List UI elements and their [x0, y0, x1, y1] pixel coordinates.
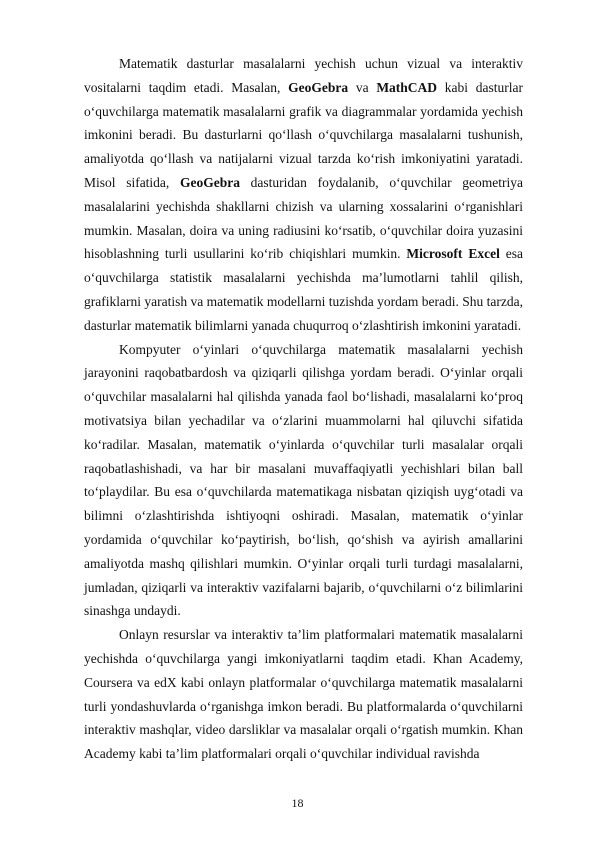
- text-run: Onlayn resurslar va interaktiv ta’lim platformalari matematik masalalarni yechishda o‘quvchilarga yangi imkoniyatlarni taqdim etadi. Khan Academy, Coursera va edX kabi onlayn platformalar o‘quvchilarga matematik masalalarni turli yondashuvlarda o‘rganishga imkon beradi. Bu platformalarda o‘quvchilarni interaktiv mashqlar, video darsliklar va masalalar orqali o‘rgatish mumkin. Khan Academy kabi ta’lim platformalari orqali o‘quvchilar individual ravishda: [84, 627, 523, 762]
- text-run: kabi dasturlar o‘quvchilarga matematik masalalarni grafik va diagrammalar yordamida yechish imkonini beradi. Bu dasturlarni qo‘llash o‘quvchilarga masalalarni tushunish, amaliyotda qo‘llash va natijalarni vizual tarzda ko‘rish imkoniyatini yaratadi. Misol sifatida,: [84, 79, 523, 190]
- text-run: Matematik dasturlar masalalarni yechish uchun vizual va interaktiv vositalarni taqdim etadi. Masalan,: [84, 56, 523, 95]
- term-mathcad: MathCAD: [376, 79, 438, 95]
- page-number: 18: [291, 796, 304, 810]
- paragraph-online-resources: [84, 623, 523, 766]
- term-geogebra: GeoGebra: [288, 79, 349, 95]
- text-run: Kompyuter o‘yinlari o‘quvchilarga matematik masalalarni yechish jarayonini raqobatbardosh va qiziqarli qilishga yordam beradi. O‘yinlar orqali o‘quvchilar masalalarni hal qilishda yanada faol bo‘lishadi, masalalarni ko‘proq motivatsiya bilan yechadilar va o‘zlarini muammolarni hal qiluvchi sifatida ko‘radilar. Masalan, matematik o‘yinlarda o‘quvchilar turli masalalar orqali raqobatlashishadi, va har bir masalani muvaffaqiyatli yechishlari bilan ball to‘playdilar. Bu esa o‘quvchilarda matematikaga nisbatan qiziqish uyg‘otadi va bilimni o‘zlashtirishda ishtiyoqni oshiradi. Masalan, matematik o‘yinlar yordamida o‘quvchilar ko‘paytirish, bo‘lish, qo‘shish va ayirish amallarini amaliyotda mashq qilishlari mumkin. O‘yinlar orqali turli turdagi masalalarni, jumladan, qiziqarli va interaktiv vazifalarni bajarib, o‘quvchilarni o‘z bilimlarini sinashga undaydi.: [84, 341, 523, 619]
- term-microsoft-excel: Microsoft Excel: [406, 246, 500, 262]
- paragraph-software-tools: [84, 52, 523, 338]
- term-geogebra: GeoGebra: [179, 174, 240, 190]
- body-text: [84, 52, 523, 766]
- text-run: dasturidan foydalanib, o‘quvchilar geometriya masalalarini yechishda shakllarni chizish va ularning xossalarini o‘rganishlari mumkin. Masalan, doira va uning radiusini ko‘rsatib, o‘quvchilar doira yuzasini hisoblashning turli usullarini ko‘rib chiqishlari mumkin.: [84, 174, 523, 262]
- paragraph-computer-games: [84, 338, 523, 624]
- text-run: va: [348, 79, 377, 95]
- text-run: esa o‘quvchilarga statistik masalalarni yechishda ma’lumotlarni tahlil qilish, grafiklarni yaratish va matematik modellarni tuzishda yordam beradi. Shu tarzda, dasturlar matematik bilimlarni yanada chuqurroq o‘zlashtirish imkonini yaratadi.: [84, 246, 523, 333]
